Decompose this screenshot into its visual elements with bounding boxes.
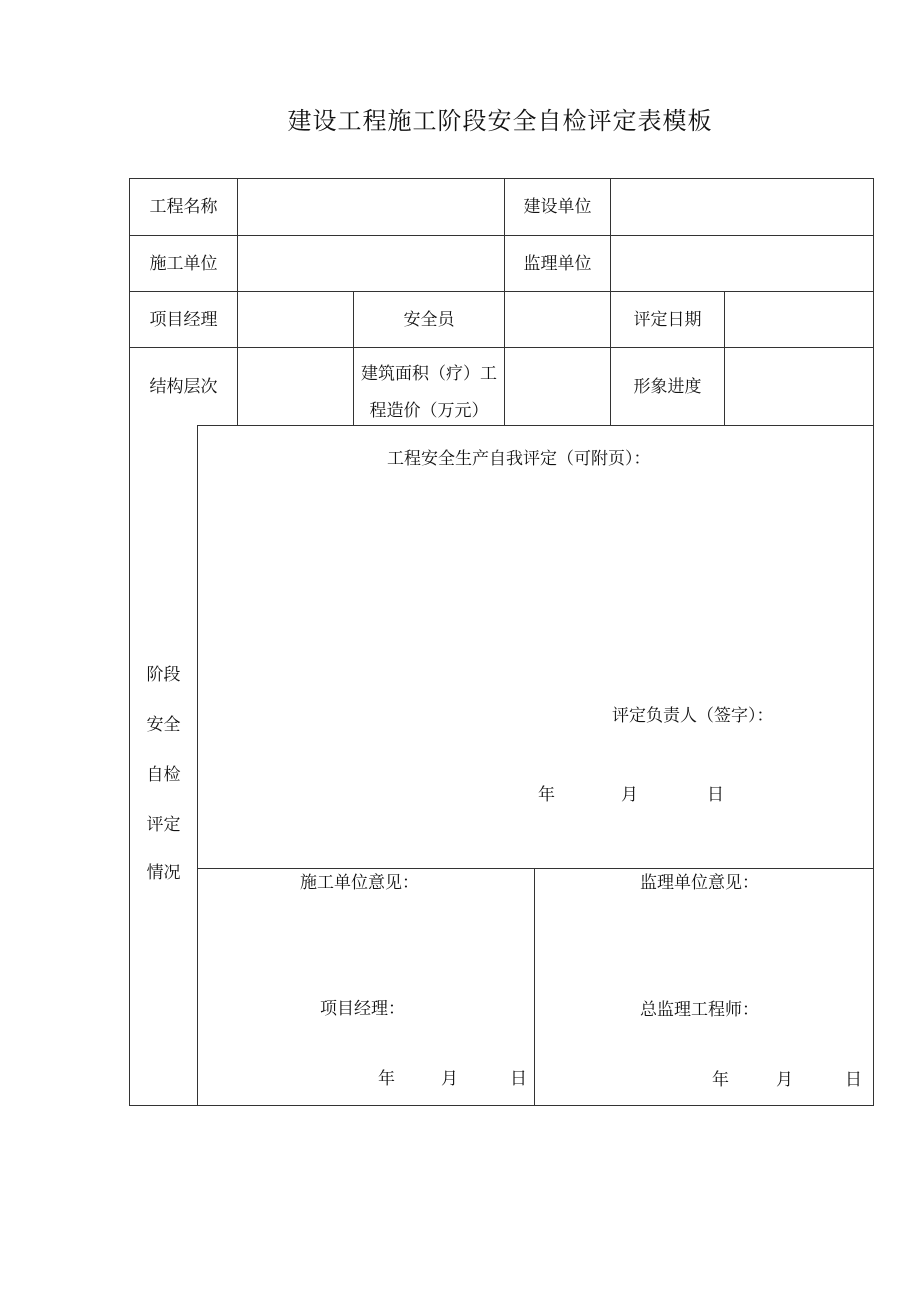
table-border-bottom (129, 1105, 874, 1106)
evaluator-signature-label: 评定负责人（签字）： (612, 706, 774, 726)
row-divider-2 (129, 291, 874, 292)
table-border-right (873, 178, 874, 1106)
supervisor-opinion-heading: 监理单位意见： (640, 873, 759, 893)
contractor-day: 日 (510, 1069, 527, 1089)
self-eval-day: 日 (707, 785, 724, 805)
builder-label: 建设单位 (523, 197, 592, 217)
supervisor-day: 日 (845, 1070, 862, 1090)
project-manager-label: 项目经理 (149, 310, 218, 330)
row-divider-5 (197, 868, 874, 869)
row-divider-4 (197, 425, 874, 426)
col-divider-right-value (724, 291, 725, 426)
contractor-month: 月 (441, 1069, 458, 1089)
chief-supervisor-signature-label: 总监理工程师： (640, 1000, 759, 1020)
area-cost-label-line2: 程造价（万元） (369, 401, 489, 421)
contractor-year: 年 (378, 1069, 395, 1089)
supervisor-month: 月 (776, 1070, 793, 1090)
side-label-line-2: 安全 (146, 715, 181, 735)
side-label-line-3: 自检 (146, 765, 181, 785)
side-label-line-4: 评定 (146, 815, 181, 835)
col-divider-opinions (534, 868, 535, 1106)
self-eval-year: 年 (538, 785, 555, 805)
self-eval-month: 月 (621, 785, 638, 805)
contractor-label: 施工单位 (149, 254, 218, 274)
project-name-label: 工程名称 (149, 197, 218, 217)
side-label-line-1: 阶段 (146, 665, 181, 685)
contractor-opinion-heading: 施工单位意见： (300, 873, 419, 893)
col-divider-label (237, 178, 238, 426)
area-cost-label-line1: 建筑面积（疗）工 (361, 364, 497, 384)
row-divider-1 (129, 235, 874, 236)
table-border-top (129, 178, 874, 179)
progress-label: 形象进度 (633, 377, 702, 397)
safety-officer-label: 安全员 (403, 310, 455, 330)
side-label-line-5: 情况 (146, 863, 181, 883)
self-evaluation-heading: 工程安全生产自我评定（可附页）： (387, 449, 651, 469)
supervisor-year: 年 (712, 1070, 729, 1090)
evaluation-date-label: 评定日期 (633, 310, 702, 330)
structure-level-label: 结构层次 (149, 377, 218, 397)
document-title: 建设工程施工阶段安全自检评定表模板 (287, 107, 713, 135)
row-divider-3 (129, 347, 874, 348)
contractor-pm-signature-label: 项目经理： (320, 999, 405, 1019)
col-divider-side (197, 425, 198, 1106)
supervisor-label: 监理单位 (523, 254, 592, 274)
